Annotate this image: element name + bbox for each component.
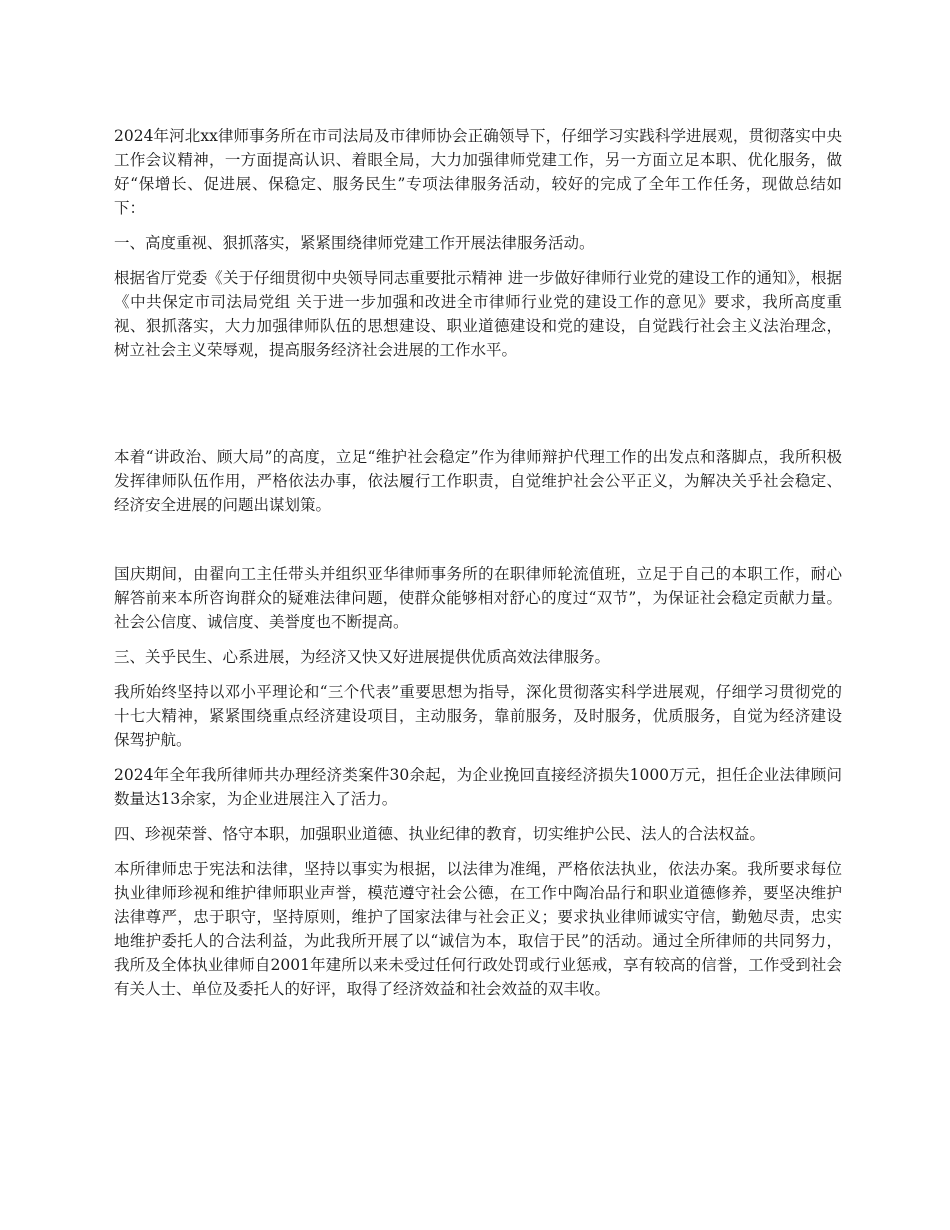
section-heading-four: 四、珍视荣誉、恪守本职，加强职业道德、执业纪律的教育，切实维护公民、法人的合法权益。 bbox=[114, 825, 766, 843]
blank-space bbox=[114, 373, 842, 445]
body-paragraph: 2024年全年我所律师共办理经济类案件30余起，为企业挽回直接经济损失1000万元，担任企业法律顾问数量达13余家，为企业进展注入了活力。 bbox=[114, 766, 842, 808]
section-heading-one: 一、高度重视、狠抓落实，紧紧围绕律师党建工作开展法律服务活动。 bbox=[114, 234, 595, 252]
body-paragraph: 本所律师忠于宪法和法律，坚持以事实为根据，以法律为准绳，严格依法执业，依法办案。我所要求每位执业律师珍视和维护律师职业声誉，模范遵守社会公德，在工作中陶冶品行和职业道德修养，要坚决维护法律尊严，忠于职守，坚持原则，维护了国家法律与社会正义；要求执业律师诚实守信，勤勉尽责，忠实地维护委托人的合法利益，为此我所开展了以“诚信为本，取信于民”的活动。通过全所律师的共同努力，我所及全体执业律师自2001年建所以来未受过任何行政处罚或行业惩戒，享有较高的信誉，工作受到社会有关人士、单位及委托人的好评，取得了经济效益和社会效益的双丰收。 bbox=[114, 860, 842, 998]
intro-paragraph: 2024年河北xx律师事务所在市司法局及市律师协会正确领导下，仔细学习实践科学进展观，贯彻落实中央工作会议精神，一方面提高认识、着眼全局，大力加强律师党建工作，另一方面立足本职、优化服务，做好“保增长、促进展、保稳定、服务民生”专项法律服务活动，较好的完成了全年工作任务，现做总结如下： bbox=[114, 127, 842, 217]
blank-space bbox=[114, 528, 842, 562]
body-paragraph: 根据省厅党委《关于仔细贯彻中央领导同志重要批示精神 进一步做好律师行业党的建设工作的通知》，根据《中共保定市司法局党组 关于进一步加强和改进全市律师行业党的建设工作的意见》要求，我所高度重视、狠抓落实，大力加强律师队伍的思想建设、职业道德建设和党的建设，自觉践行社会主义法治理念，树立社会主义荣辱观，提高服务经济社会进展的工作水平。 bbox=[114, 269, 842, 359]
body-paragraph: 国庆期间，由翟向工主任带头并组织亚华律师事务所的在职律师轮流值班，立足于自己的本职工作，耐心解答前来本所咨询群众的疑难法律问题，使群众能够相对舒心的度过“双节”，为保证社会稳定贡献力量。社会公信度、诚信度、美誉度也不断提高。 bbox=[114, 565, 842, 631]
section-heading-three: 三、关乎民生、心系进展，为经济又快又好进展提供优质高效法律服务。 bbox=[114, 648, 611, 666]
body-paragraph: 我所始终坚持以邓小平理论和“三个代表”重要思想为指导，深化贯彻落实科学进展观，仔细学习贯彻党的十七大精神，紧紧围绕重点经济建设项目，主动服务，靠前服务，及时服务，优质服务，自觉为经济建设保驾护航。 bbox=[114, 683, 842, 749]
document-page bbox=[114, 124, 842, 1012]
body-paragraph: 本着“讲政治、顾大局”的高度，立足“维护社会稳定”作为律师辩护代理工作的出发点和落脚点，我所积极发挥律师队伍作用，严格依法办事，依法履行工作职责，自觉维护社会公平正义，为解决关乎社会稳定、经济安全进展的问题出谋划策。 bbox=[114, 448, 842, 514]
